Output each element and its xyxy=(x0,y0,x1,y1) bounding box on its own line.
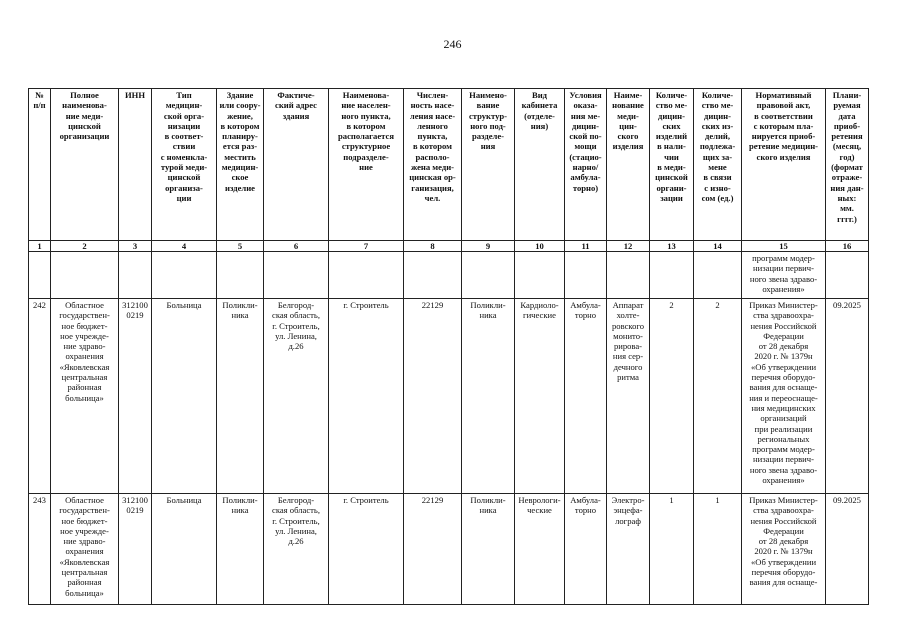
empty-cell xyxy=(462,252,515,299)
structural-unit: Поликли- ника xyxy=(462,494,515,605)
legal-act: Приказ Министер- ства здравоохра- нения Российской Федерации от 28 декабря 2020 г. № 1379н «Об утверждении перечня оборудо- вания для оснаще- xyxy=(742,494,826,605)
inn: 312100 0219 xyxy=(119,494,152,605)
header-cell: Полное наименова- ние меди- цинской организации xyxy=(51,89,119,241)
table-row xyxy=(29,299,869,494)
organization-type: Больница xyxy=(152,299,217,494)
column-number: 7 xyxy=(329,241,404,252)
building: Поликли- ника xyxy=(217,299,264,494)
empty-cell xyxy=(51,252,119,299)
empty-cell xyxy=(694,252,742,299)
care-conditions: Амбула- торно xyxy=(565,299,607,494)
organization-type: Больница xyxy=(152,494,217,605)
care-conditions: Амбула- торно xyxy=(565,494,607,605)
continuation-row xyxy=(29,252,869,299)
devices-to-replace: 1 xyxy=(694,494,742,605)
column-number: 2 xyxy=(51,241,119,252)
empty-cell xyxy=(404,252,462,299)
empty-cell xyxy=(650,252,694,299)
cabinet-type: Неврологи- ческие xyxy=(515,494,565,605)
organization-name: Областное государствен- ное бюджет- ное учрежде- ние здраво- охранения «Яковлевская центральная районная больница» xyxy=(51,299,119,494)
empty-cell xyxy=(826,252,869,299)
planned-date: 09.2025 xyxy=(826,299,869,494)
devices-available: 1 xyxy=(650,494,694,605)
header-row xyxy=(29,89,869,241)
row-number: 242 xyxy=(29,299,51,494)
devices-to-replace: 2 xyxy=(694,299,742,494)
empty-cell xyxy=(515,252,565,299)
settlement: г. Строитель xyxy=(329,299,404,494)
inn: 312100 0219 xyxy=(119,299,152,494)
empty-cell xyxy=(217,252,264,299)
header-cell: Числен- ность насе- ления насе- ленного пункта, в котором располо- жена меди- цинская ор- ганизация, чел. xyxy=(404,89,462,241)
header-cell: № п/п xyxy=(29,89,51,241)
column-number: 9 xyxy=(462,241,515,252)
column-number: 14 xyxy=(694,241,742,252)
planned-date: 09.2025 xyxy=(826,494,869,605)
header-cell: Нормативный правовой акт, в соответствии с которым пла- нируется приоб- ретение медицин- ского изделия xyxy=(742,89,826,241)
header-cell: ИНН xyxy=(119,89,152,241)
empty-cell xyxy=(264,252,329,299)
empty-cell xyxy=(119,252,152,299)
header-cell: Условия оказа- ния ме- дицин- ской по- мощи (стацио- нарно/ амбула- торно) xyxy=(565,89,607,241)
equipment-table xyxy=(28,88,869,605)
empty-cell xyxy=(29,252,51,299)
column-number: 1 xyxy=(29,241,51,252)
column-number: 8 xyxy=(404,241,462,252)
address: Белгород- ская область, г. Строитель, ул. Ленина, д.26 xyxy=(264,299,329,494)
population: 22129 xyxy=(404,299,462,494)
header-cell: Плани- руемая дата приоб- ретения (месяц, год) (формат отраже- ния дан- ных: мм. гггг.) xyxy=(826,89,869,241)
header-cell: Фактиче- ский адрес здания xyxy=(264,89,329,241)
empty-cell xyxy=(329,252,404,299)
header-cell: Тип медицин- ской орга- низации в соответ- ствии с номенкла- турой меди- цинской организа- ции xyxy=(152,89,217,241)
column-number: 10 xyxy=(515,241,565,252)
header-cell: Наименова- ние населен- ного пункта, в котором располагается структурное подразделе- ние xyxy=(329,89,404,241)
population: 22129 xyxy=(404,494,462,605)
column-number: 12 xyxy=(607,241,650,252)
device-name: Аппарат холте- ровского монито- рирова- ния сер- дечного ритма xyxy=(607,299,650,494)
empty-cell xyxy=(565,252,607,299)
address: Белгород- ская область, г. Строитель, ул. Ленина, д.26 xyxy=(264,494,329,605)
header-cell: Здание или соору- жение, в котором планиру- ется раз- местить медицин- ское изделие xyxy=(217,89,264,241)
structural-unit: Поликли- ника xyxy=(462,299,515,494)
column-number: 3 xyxy=(119,241,152,252)
organization-name: Областное государствен- ное бюджет- ное учрежде- ние здраво- охранения «Яковлевская центральная районная больница» xyxy=(51,494,119,605)
devices-available: 2 xyxy=(650,299,694,494)
header-cell: Наиме- нование меди- цин- ского изделия xyxy=(607,89,650,241)
table-row xyxy=(29,494,869,605)
column-number: 16 xyxy=(826,241,869,252)
cabinet-type: Кардиоло- гические xyxy=(515,299,565,494)
settlement: г. Строитель xyxy=(329,494,404,605)
header-cell: Количе- ство ме- дицин- ских изделий в нали- чии в меди- цинской органи- зации xyxy=(650,89,694,241)
column-number: 15 xyxy=(742,241,826,252)
empty-cell xyxy=(152,252,217,299)
header-cell: Вид кабинета (отделе- ния) xyxy=(515,89,565,241)
row-number: 243 xyxy=(29,494,51,605)
page-number: 246 xyxy=(443,37,462,51)
empty-cell xyxy=(607,252,650,299)
column-number: 4 xyxy=(152,241,217,252)
column-number: 13 xyxy=(650,241,694,252)
building: Поликли- ника xyxy=(217,494,264,605)
column-number: 5 xyxy=(217,241,264,252)
legal-act: Приказ Министер- ства здравоохра- нения Российской Федерации от 28 декабря 2020 г. № 1379н «Об утверждении перечня оборудо- вания для оснаще- ния и переоснаще- ния медицинских организаций при реализации региональных программ модер- низации первич- ного звена здраво- охранения» xyxy=(742,299,826,494)
continuation-text: программ модер- низации первич- ного звена здраво- охранения» xyxy=(742,252,826,299)
column-number: 6 xyxy=(264,241,329,252)
column-number-row xyxy=(29,241,869,252)
header-cell: Количе- ство ме- дицин- ских из- делий, подлежа- щих за- мене в связи с изно- сом (ед.) xyxy=(694,89,742,241)
header-cell: Наимено- вание структур- ного под- разделе- ния xyxy=(462,89,515,241)
device-name: Электро- энцефа- лограф xyxy=(607,494,650,605)
column-number: 11 xyxy=(565,241,607,252)
